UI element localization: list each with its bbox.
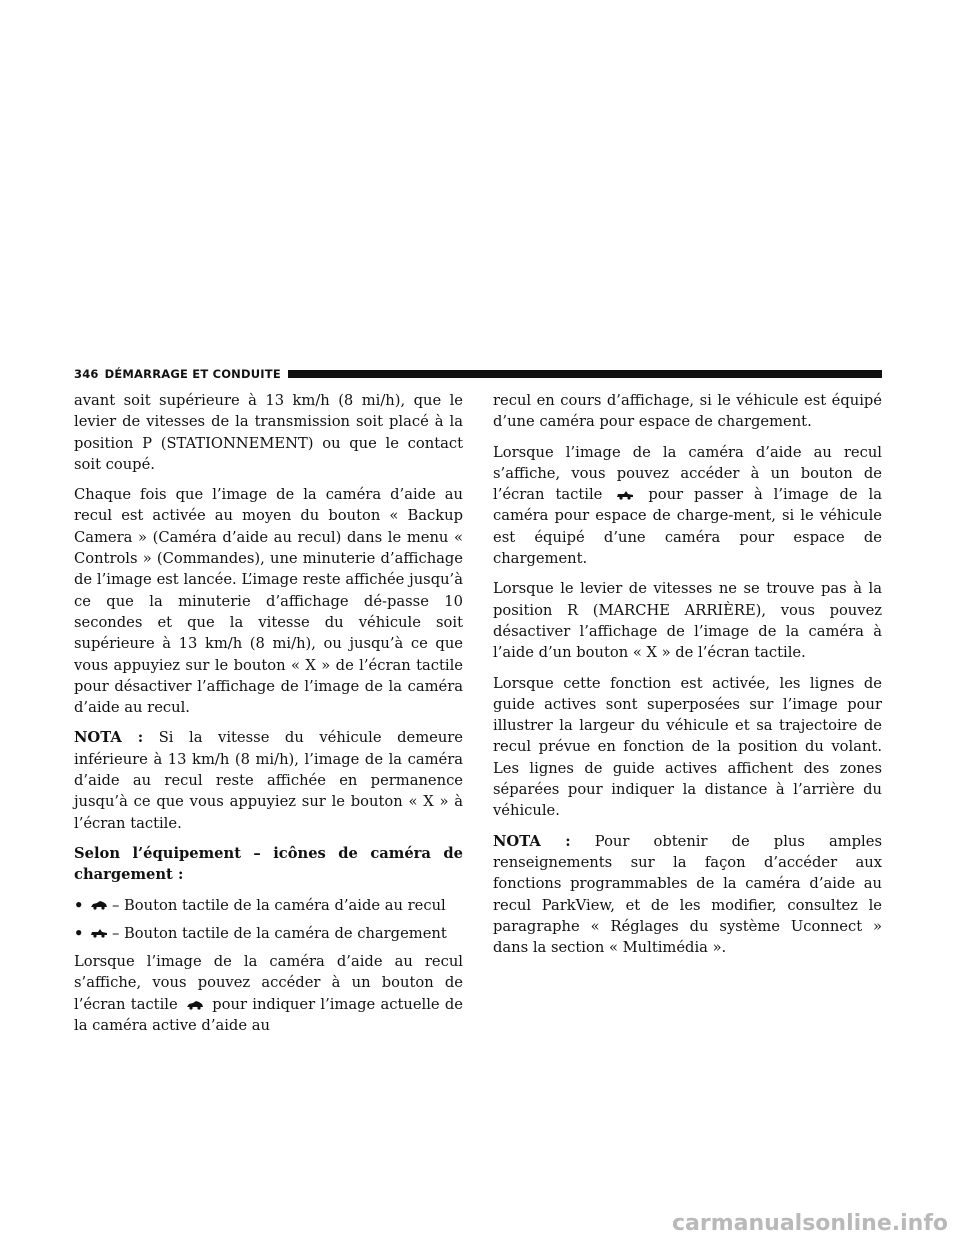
- left-column: [74, 390, 463, 1045]
- note-paragraph: [493, 831, 882, 959]
- paragraph-text: pour indiquer l’image actuelle de la caméra active d’aide au: [74, 995, 463, 1035]
- paragraph-text: Lorsque l’image de la caméra d’aide au recul s’affiche, vous pouvez accéder à un bouton de l’écran tactile: [493, 443, 882, 504]
- watermark: carmanualsonline.info: [672, 1211, 948, 1236]
- page-number: 346: [74, 367, 99, 381]
- paragraph-text: Lorsque l’image de la caméra d’aide au recul s’affiche, vous pouvez accéder à un bouton de l’écran tactile: [74, 953, 463, 1013]
- paragraph: Lorsque cette fonction est activée, les lignes de guide actives sont superposées sur l’image pour illustrer la largeur du véhicule et sa trajectoire de recul prévue en fonction de la position du volant. Les lignes de guide actives affichent des zones séparées pour indiquer la distance à l’arrière du véhicule.: [493, 674, 882, 820]
- rear-camera-car-icon: [186, 1000, 204, 1010]
- page-header: [74, 366, 882, 382]
- paragraph-text: pour passer à l’image de la caméra pour espace de charge-ment, si le véhicule est équipé d’une caméra pour espace de chargement.: [493, 486, 883, 568]
- cargo-camera-car-icon: [616, 490, 634, 500]
- bullet: •: [74, 924, 84, 942]
- note-text: Pour obtenir de plus amples renseignements sur la façon d’accéder aux fonctions programmables de la caméra d’aide au recul ParkView, et de les modifier, consultez le paragraphe « Réglages du système Uconnect » dans la section « Multimédia ».: [493, 832, 882, 957]
- note-label: NOTA :: [74, 729, 144, 747]
- paragraph: Chaque fois que l’image de la caméra d’aide au recul est activée au moyen du bouton « Backup Camera » (Caméra d’aide au recul) dans le menu « Controls » (Commandes), une minuterie d’affichage de l’image est lancée. L’image reste affichée jusqu’à ce que la minuterie d’affichage dé-passe 10 secondes et que la vitesse du véhicule soit supérieure à 13 km/h (8 mi/h), ou jusqu’à ce que vous appuyiez sur le bouton « X » de l’écran tactile pour désactiver l’affichage de l’image de la caméra d’aide au recul.: [74, 486, 463, 717]
- icons-heading: Selon l’équipement – icônes de caméra de chargement :: [74, 844, 463, 884]
- paragraph: [74, 951, 463, 1036]
- paragraph: avant soit supérieure à 13 km/h (8 mi/h), que le levier de vitesses de la transmission soit placé à la position P (STATIONNEMENT) ou que le contact soit coupé.: [74, 392, 463, 473]
- paragraph: recul en cours d’affichage, si le véhicule est équipé d’une caméra pour espace de chargement.: [493, 392, 882, 431]
- list-item-text: – Bouton tactile de la caméra de chargement: [112, 924, 447, 942]
- bullet: •: [74, 896, 84, 914]
- paragraph: Lorsque le levier de vitesses ne se trouve pas à la position R (MARCHE ARRIÈRE), vous pouvez désactiver l’affichage de l’image de la caméra à l’aide d’un bouton « X » de l’écran tactile.: [493, 580, 882, 662]
- note-paragraph: [74, 727, 463, 833]
- cargo-camera-car-icon: [90, 928, 108, 938]
- right-column: [493, 390, 882, 967]
- list-item: [74, 895, 463, 916]
- note-label: NOTA :: [493, 832, 571, 850]
- section-title: DÉMARRAGE ET CONDUITE: [104, 367, 281, 381]
- list-item: [74, 923, 463, 944]
- rear-camera-car-icon: [90, 900, 108, 910]
- header-rule: [288, 370, 882, 378]
- paragraph: [493, 442, 882, 570]
- list-item-text: – Bouton tactile de la caméra d’aide au recul: [112, 896, 446, 914]
- note-text: Si la vitesse du véhicule demeure inférieure à 13 km/h (8 mi/h), l’image de la caméra d’aide au recul reste affichée en permanence jusqu’à ce que vous appuyiez sur le bouton « X » à l’écran tactile.: [74, 729, 463, 832]
